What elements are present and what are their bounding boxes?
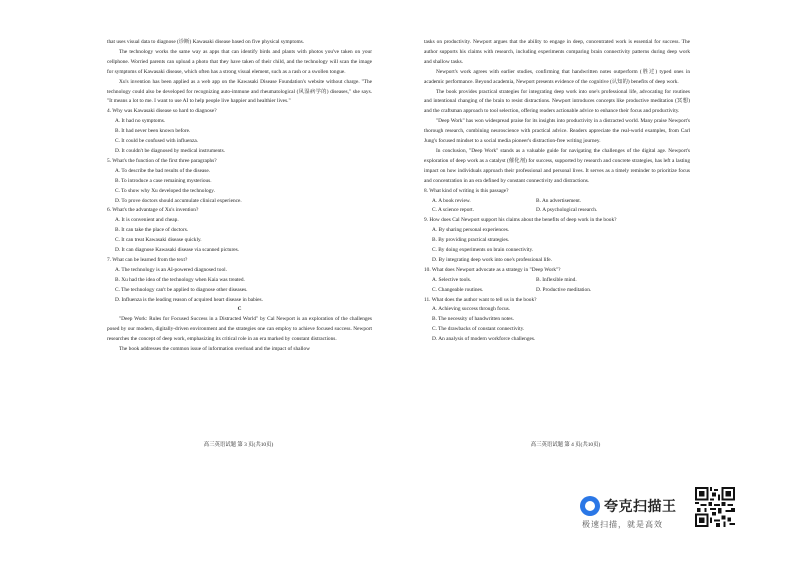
- option-row: [432, 276, 690, 286]
- answer-option: A. To describe the bad results of the disease.: [115, 167, 211, 174]
- answer-option: B. The necessity of handwritten notes.: [432, 316, 514, 323]
- answer-option: B. To introduce a case remaining mysterious.: [115, 177, 212, 184]
- answer-option: A. It had no symptoms.: [115, 118, 166, 125]
- answer-option: A. It is convenient and cheap.: [115, 217, 179, 224]
- option-row: [432, 286, 690, 296]
- watermark-slogan: 极速扫描，就是高效: [582, 520, 663, 529]
- paragraph: tasks on productivity. Newport argues that the ability to engage in deep, concentrated work is essential for success. The author supports his claims with research, including experiments comparing brain connectivity patterns during deep work and shallow tasks.: [424, 39, 690, 65]
- question: 4. Why was Kawasaki disease so hard to diagnose?: [107, 108, 217, 115]
- question: 5. What's the function of the first three paragraphs?: [107, 157, 217, 164]
- answer-option: B. Xu had the idea of the technology when Kaia was treated.: [115, 276, 245, 283]
- answer-option: A. Achieving success through focus.: [432, 306, 511, 313]
- answer-option: C. Changeable routines.: [432, 286, 484, 293]
- answer-option: A. By sharing personal experiences.: [432, 227, 510, 234]
- answer-option: D. It couldn't be diagnosed by medical instruments.: [115, 147, 226, 154]
- answer-option: C. The drawbacks of constant connectivity.: [432, 326, 525, 333]
- answer-option: A. Selective tools.: [432, 276, 472, 283]
- question: 9. How does Cal Newport support his claims about the benefits of deep work in the book?: [424, 217, 617, 224]
- answer-option: C. By doing experiments on brain connectivity.: [432, 247, 534, 254]
- left-page-footer: 高三英语试题 第 3 页(共10页): [203, 442, 274, 448]
- question: 6. What's the advantage of Xu's invention?: [107, 207, 199, 214]
- qr-code-icon: [695, 487, 735, 527]
- paragraph: The book addresses the common issue of information overload and the impact of shallow: [119, 346, 310, 353]
- right-page-text: [424, 38, 690, 345]
- answer-option: C. It can treat Kawasaki disease quickly.: [115, 237, 202, 244]
- answer-option: C. The technology can't be applied to diagnose other diseases.: [115, 286, 248, 293]
- answer-option: D. Influenza is the leading reason of acquired heart disease in babies.: [115, 296, 263, 303]
- answer-option: A. A book review.: [432, 197, 471, 204]
- answer-option: A. The technology is an AI-powered diagnosed tool.: [115, 266, 227, 273]
- answer-option: B. An advertisement.: [536, 197, 582, 204]
- paragraph: that uses visual data to diagnose (诊断) Kawasaki disease based on five physical symptoms.: [107, 39, 305, 45]
- answer-option: D. A psychological research.: [536, 207, 598, 214]
- quark-logo-icon: [580, 496, 600, 516]
- answer-option: C. It could be confused with influenza.: [115, 138, 199, 145]
- option-row: [432, 197, 690, 207]
- paragraph: Xu's invention has been applied as a web app on the Kawasaki Disease Foundation's website without charge. "The technology could also be developed for recognizing auto-immune and rheumatological (风湿病学的) diseases," she says. "It means a lot to me. I want to use AI to help people live happier and healthier lives.": [107, 78, 372, 105]
- right-page-footer: 高三英语试题 第 4 页(共10页): [530, 442, 601, 448]
- paragraph: "Deep Work" has won widespread praise for its insights into productivity in a distracted world. Many praise Newport's thorough research, combining neuroscience with practical advice. Readers appreciate the real-world examples, from Carl Jung's focused mindset to a social media pioneer's distraction-free writing journey.: [424, 118, 690, 145]
- left-page-text: [107, 38, 372, 355]
- answer-option: D. It can diagnose Kawasaki disease via scanned pictures.: [115, 247, 240, 254]
- answer-option: B. Inflexible mind.: [536, 276, 577, 283]
- answer-option: D. An analysis of modern workforce challenges.: [432, 336, 536, 343]
- answer-option: C. A science report.: [432, 207, 474, 214]
- answer-option: B. By providing practical strategies.: [432, 237, 510, 244]
- question: 10. What does Newport advocate as a strategy in "Deep Work"?: [424, 266, 561, 273]
- answer-option: D. By integrating deep work into one's professional life.: [432, 256, 552, 263]
- question: 8. What kind of writing is this passage?: [424, 187, 509, 194]
- paragraph: "Deep Work: Rules for Focused Success in a Distracted World" by Cal Newport is an exploration of the challenges posed by our modern, digitally-driven environment and the strategies one can employ to achieve focused success. Newport researches the concept of deep work, emphasizing its critical role in an era marked by constant distractions.: [107, 316, 372, 343]
- answer-option: B. It can take the place of doctors.: [115, 227, 189, 234]
- paragraph: The book provides practical strategies for integrating deep work into one's professional life, advocating for routines and intentional changing of the brain to resist distractions. Newport introduces concepts like productive meditation (冥想) and the craftsman approach to tool selection, offering readers actionable advice to enhance their focus and productivity.: [424, 88, 690, 115]
- question: 7. What can be learned from the text?: [107, 256, 188, 263]
- section-heading: C: [237, 306, 242, 313]
- right-page: [397, 0, 794, 561]
- option-row: [432, 206, 690, 216]
- paragraph: Newport's work agrees with earlier studies, confirming that handwritten notes outperform (胜过) typed ones in academic performance. Beyond academia, Newport presents evidence of the cognitive (认知的) benefits of deep work.: [424, 68, 690, 85]
- answer-option: D. To prove doctors should accumulate clinical experience.: [115, 197, 242, 204]
- answer-option: C. To show why Xu developed the technology.: [115, 187, 215, 194]
- answer-option: B. It had never been known before.: [115, 128, 191, 135]
- paragraph: The technology works the same way as apps that can identify birds and plants with photos you've taken on your cellphone. Worried parents can upload a photo that they have taken of their child, and the technology will scan the image for symptoms of Kawasaki disease, which often has a strong visual element, such as a rash or a swollen tongue.: [107, 48, 372, 75]
- answer-option: D. Productive meditation.: [536, 286, 592, 293]
- watermark-brand: 夸克扫描王: [604, 499, 677, 515]
- question: 11. What does the author want to tell us in the book?: [424, 296, 537, 303]
- paragraph: In conclusion, "Deep Work" stands as a valuable guide for navigating the challenges of the digital age. Newport's exploration of deep work as a catalyst (催化剂) for success, supported by research and concrete strategies, has left a lasting impact on how individuals approach their professional and personal lives. It serves as a timely reminder to prioritize focus and concentration in an era defined by constant connectivity and distractions.: [424, 147, 690, 184]
